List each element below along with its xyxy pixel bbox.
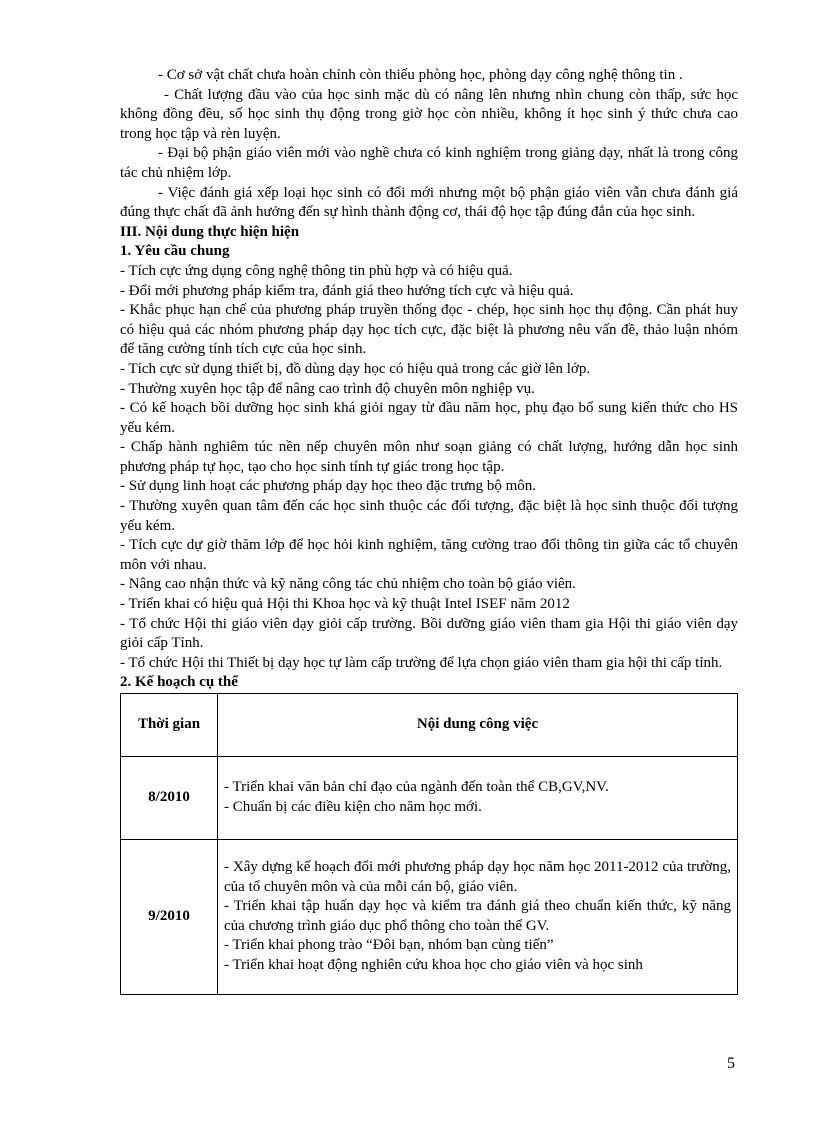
requirement-item: - Thường xuyên học tập để nâng cao trình độ chuyên môn nghiệp vụ. (120, 380, 535, 397)
work-item: - Xây dựng kế hoạch đổi mới phương pháp dạy học năm học 2011-2012 của trường, của tổ chuyên môn và của mỗi cán bộ, giáo viên. (224, 859, 731, 895)
row-work (218, 757, 738, 840)
requirement-item: - Tổ chức Hội thi giáo viên dạy giỏi cấp trường. Bồi dưỡng giáo viên tham gia Hội thi giáo viên dạy giỏi cấp Tỉnh. (120, 615, 738, 652)
requirement-item: - Tích cực sử dụng thiết bị, đồ dùng dạy học có hiệu quả trong các giờ lên lớp. (120, 360, 591, 377)
table-row (121, 840, 738, 995)
requirement-item: - Đổi mới phương pháp kiểm tra, đánh giá theo hướng tích cực và hiệu quả. (120, 282, 574, 299)
table-header-row (121, 694, 738, 757)
intro-paragraph-3: - Đại bộ phận giáo viên mới vào nghề chưa có kinh nghiệm trong giảng dạy, nhất là trong công tác chủ nhiệm lớp. (120, 145, 738, 181)
requirement-item: - Khắc phục hạn chế của phương pháp truyền thống đọc - chép, học sinh học thụ động. Cần phát huy có hiệu quả các nhóm phương pháp dạy học tích cực, đặc biệt là phương nêu vấn đề, thảo luận nhóm để tăng cường tính tích cực của học sinh. (120, 302, 738, 358)
header-time: Thời gian (121, 694, 218, 757)
requirement-item: - Có kế hoạch bồi dưỡng học sinh khá giỏi ngay từ đầu năm học, phụ đạo bổ sung kiến thức cho HS yếu kém. (120, 400, 738, 436)
page-number: 5 (727, 1055, 735, 1072)
requirement-item: - Tích cực dự giờ thăm lớp để học hỏi kinh nghiệm, tăng cường trao đổi thông tin giữa các tổ chuyên môn với nhau. (120, 537, 738, 573)
plan-table (120, 693, 738, 995)
row-time: 9/2010 (121, 840, 218, 995)
requirement-item: - Thường xuyên quan tâm đến các học sinh thuộc các đối tượng, đặc biệt là học sinh thuộc đối tượng yếu kém. (120, 498, 738, 534)
intro-paragraph-4: - Việc đánh giá xếp loại học sinh có đổi mới nhưng một bộ phận giáo viên vẫn chưa đánh giá đúng thực chất đã ảnh hưởng đến sự hình thành động cơ, thái độ học tập đúng đắn của học sinh. (120, 184, 738, 221)
work-item: - Triển khai tập huấn dạy học và kiểm tra đánh giá theo chuẩn kiến thức, kỹ năng của chương trình giáo dục phổ thông cho toàn thể GV. (224, 898, 731, 934)
header-work: Nội dung công việc (218, 694, 738, 757)
work-item: - Triển khai văn bản chỉ đạo của ngành đến toàn thể CB,GV,NV. (224, 779, 609, 796)
requirement-item: - Tích cực ứng dụng công nghệ thông tin phù hợp và có hiệu quả. (120, 262, 513, 279)
intro-paragraph-1: - Cơ sở vật chất chưa hoàn chỉnh còn thiếu phòng học, phòng dạy công nghệ thông tin . (158, 67, 683, 83)
requirement-item: - Sử dụng linh hoạt các phương pháp dạy học theo đặc trưng bộ môn. (120, 478, 536, 495)
work-item: - Triển khai hoạt động nghiên cứu khoa học cho giáo viên và học sinh (224, 956, 643, 973)
requirements-list (120, 262, 738, 673)
row-work (218, 840, 738, 995)
subsection-heading-general: 1. Yêu cầu chung (120, 243, 230, 260)
subsection-heading-plan: 2. Kế hoạch cụ thể (120, 674, 238, 691)
requirement-item: - Nâng cao nhận thức và kỹ năng công tác chủ nhiệm cho toàn bộ giáo viên. (120, 576, 576, 593)
section-heading: III. Nội dung thực hiện hiện (120, 223, 300, 240)
requirement-item: - Tổ chức Hội thi Thiết bị dạy học tự làm cấp trường để lựa chọn giáo viên tham gia hội thi cấp tỉnh. (120, 654, 723, 671)
intro-paragraph-2: - Chất lượng đầu vào của học sinh mặc dù có nâng lên nhưng nhìn chung còn thấp, sức học không đồng đều, số học sinh thụ động trong giờ học còn nhiều, không ít học sinh ý thức chưa cao trong học tập và rèn luyện. (120, 86, 738, 142)
work-item: - Triển khai phong trào “Đôi bạn, nhóm bạn cùng tiến” (224, 937, 554, 954)
table-row (121, 757, 738, 840)
requirement-item: - Chấp hành nghiêm túc nền nếp chuyên môn như soạn giảng có chất lượng, hướng dẫn học sinh phương pháp tự học, tạo cho học sinh tính tự giác trong học tập. (120, 439, 738, 475)
work-item: - Chuẩn bị các điều kiện cho năm học mới. (224, 799, 482, 815)
page-content (120, 66, 738, 995)
requirement-item: - Triển khai có hiệu quả Hội thi Khoa học và kỹ thuật Intel ISEF năm 2012 (120, 596, 570, 613)
row-time: 8/2010 (121, 757, 218, 840)
